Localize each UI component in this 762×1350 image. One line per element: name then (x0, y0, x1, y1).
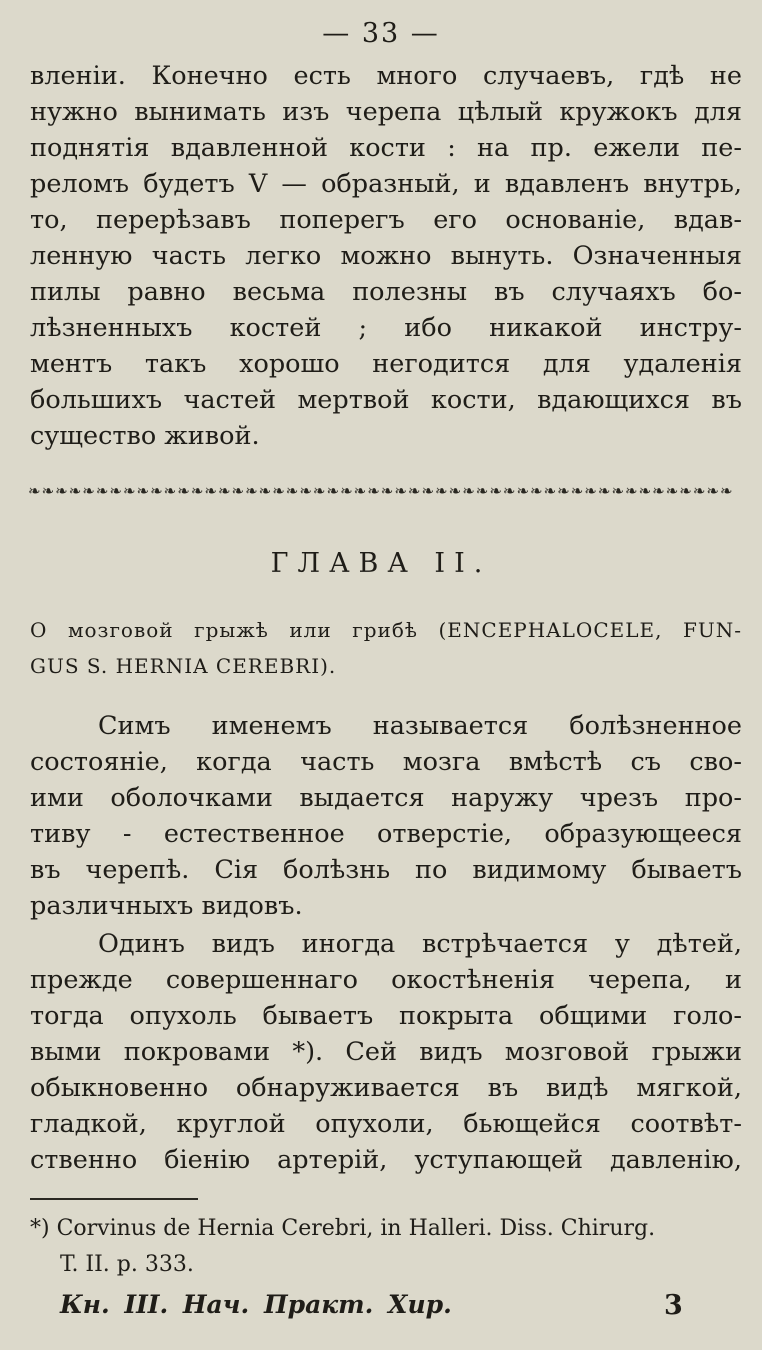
paragraph-1-line: поднятія вдавленной кости : на пр. ежели пе- (30, 133, 742, 163)
paragraph-3-line: тогда опухоль бываетъ покрыта общими голо- (30, 1001, 742, 1031)
paragraph-2-line: различныхъ видовъ. (30, 891, 303, 921)
paragraph-1-line: большихъ частей мертвой кости, вдающихся въ (30, 385, 742, 415)
chapter-subtitle-line: GUS S. HERNIA CEREBRI). (30, 654, 337, 678)
footnote-rule (30, 1198, 198, 1200)
paragraph-1-line: лѣзненныхъ костей ; ибо никакой инстру- (30, 313, 742, 343)
ornamental-divider: ❧❧❧❧❧❧❧❧❧❧❧❧❧❧❧❧❧❧❧❧❧❧❧❧❧❧❧❧❧❧❧❧❧❧❧❧❧❧❧❧❧❧❧❧❧❧❧❧❧❧❧❧ (28, 482, 734, 500)
paragraph-1-line: существо живой. (30, 421, 260, 451)
paragraph-1-line: нужно вынимать изъ черепа цѣлый кружокъ для (30, 97, 742, 127)
paragraph-1-line: пилы равно весьма полезны въ случаяхъ бо- (30, 277, 742, 307)
paragraph-3-line: ственно біенію артерій, уступающей давленію, (30, 1145, 742, 1175)
paragraph-3-line: выми покровами *). Сей видъ мозговой грыжи (30, 1037, 742, 1067)
signature-mark: Кн. III. Нач. Практ. Хир. (60, 1290, 452, 1319)
footnote-line: *) Corvinus de Hernia Cerebri, in Halleri. Diss. Chirurg. (30, 1216, 656, 1241)
paragraph-1-line: ментъ такъ хорошо негодится для удаленія (30, 349, 742, 379)
paragraph-2-line: въ черепѣ. Сія болѣзнь по видимому бываетъ (30, 855, 742, 885)
paragraph-1-line: реломъ будетъ V — образный, и вдавленъ внутрь, (30, 169, 742, 199)
chapter-title: ГЛАВА II. (270, 548, 492, 579)
paragraph-1-line: то, перерѣзавъ поперегъ его основаніе, вдав- (30, 205, 742, 235)
paragraph-3-line: прежде совершеннаго окостѣненія черепа, и (30, 965, 742, 995)
chapter-subtitle-line: О мозговой грыжѣ или грибѣ (ENCEPHALOCELE, FUN- (30, 618, 742, 642)
paragraph-3-line: гладкой, круглой опухоли, бьющейся соотвѣт- (30, 1109, 742, 1139)
paragraph-1-line: ленную часть легко можно вынуть. Означенныя (30, 241, 742, 271)
signature-number: 3 (664, 1290, 683, 1321)
paragraph-1-line: вленіи. Конечно есть много случаевъ, гдѣ не (30, 61, 742, 91)
paragraph-2-line: состояніе, когда часть мозга вмѣстѣ съ сво- (30, 747, 742, 777)
paragraph-2-line: тиву - естественное отверстіе, образующееся (30, 819, 742, 849)
paragraph-2-line: Симъ именемъ называется болѣзненное (98, 711, 742, 741)
paragraph-2-line: ими оболочками выдается наружу чрезъ про- (30, 783, 742, 813)
paragraph-3-line: обыкновенно обнаруживается въ видѣ мягкой, (30, 1073, 742, 1103)
paragraph-3-line: Одинъ видъ иногда встрѣчается у дѣтей, (98, 929, 742, 959)
footnote-line: T. II. p. 333. (60, 1252, 194, 1277)
page-number: — 33 — (322, 18, 440, 49)
